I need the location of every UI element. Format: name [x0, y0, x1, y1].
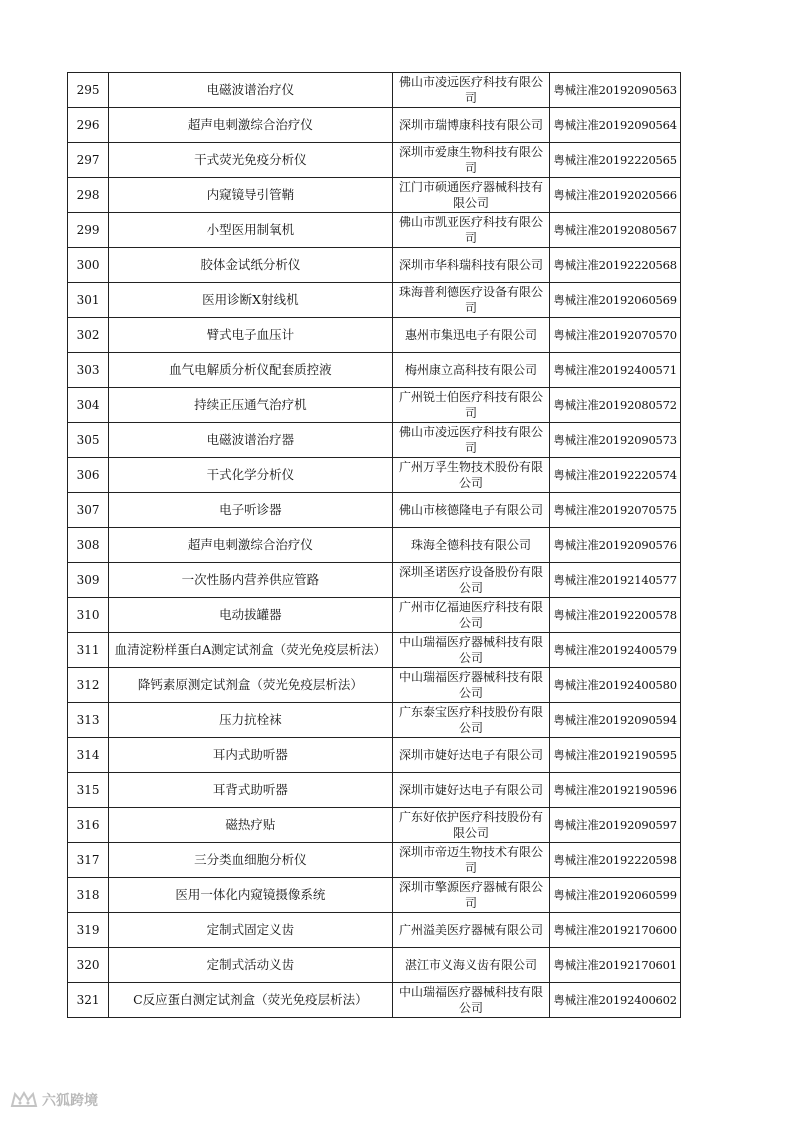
- row-number-cell: 312: [68, 668, 109, 703]
- company-name-cell: 广州万孚生物技术股份有限公司: [392, 458, 550, 493]
- product-name-cell: 胶体金试纸分析仪: [109, 248, 392, 283]
- table-row: [68, 283, 681, 318]
- company-name-cell: 广州溢美医疗器械有限公司: [392, 913, 550, 948]
- company-name-cell: 深圳市瑞博康科技有限公司: [392, 108, 550, 143]
- row-number-cell: 300: [68, 248, 109, 283]
- product-name-cell: 定制式固定义齿: [109, 913, 392, 948]
- product-name-cell: 一次性肠内营养供应管路: [109, 563, 392, 598]
- product-name-cell: 臂式电子血压计: [109, 318, 392, 353]
- row-number-cell: 320: [68, 948, 109, 983]
- company-name-cell: 深圳圣诺医疗设备股份有限公司: [392, 563, 550, 598]
- company-name-cell: 中山瑞福医疗器械科技有限公司: [392, 983, 550, 1018]
- registration-number-cell: 粤械注准20192170600: [550, 913, 681, 948]
- company-name-cell: 梅州康立高科技有限公司: [392, 353, 550, 388]
- product-name-cell: 医用诊断X射线机: [109, 283, 392, 318]
- product-name-cell: 超声电刺激综合治疗仪: [109, 108, 392, 143]
- table-row: [68, 598, 681, 633]
- product-name-cell: 降钙素原测定试剂盒（荧光免疫层析法）: [109, 668, 392, 703]
- company-name-cell: 佛山市凌远医疗科技有限公司: [392, 73, 550, 108]
- registration-number-cell: 粤械注准20192220565: [550, 143, 681, 178]
- registration-number-cell: 粤械注准20192080572: [550, 388, 681, 423]
- company-name-cell: 深圳市擎源医疗器械有限公司: [392, 878, 550, 913]
- table-row: [68, 493, 681, 528]
- table-row: [68, 318, 681, 353]
- watermark-text: 六狐跨境: [42, 1093, 98, 1109]
- product-name-cell: 干式荧光免疫分析仪: [109, 143, 392, 178]
- company-name-cell: 广州市亿福迪医疗科技有限公司: [392, 598, 550, 633]
- company-name-cell: 广东泰宝医疗科技股份有限公司: [392, 703, 550, 738]
- registration-number-cell: 粤械注准20192400579: [550, 633, 681, 668]
- table-row: [68, 353, 681, 388]
- registration-number-cell: 粤械注准20192190595: [550, 738, 681, 773]
- product-name-cell: 医用一体化内窥镜摄像系统: [109, 878, 392, 913]
- company-name-cell: 深圳市帝迈生物技术有限公司: [392, 843, 550, 878]
- company-name-cell: 珠海全德科技有限公司: [392, 528, 550, 563]
- row-number-cell: 305: [68, 423, 109, 458]
- product-name-cell: 磁热疗贴: [109, 808, 392, 843]
- table-row: [68, 178, 681, 213]
- product-name-cell: 定制式活动义齿: [109, 948, 392, 983]
- table-row: [68, 773, 681, 808]
- registration-number-cell: 粤械注准20192400602: [550, 983, 681, 1018]
- table-row: [68, 703, 681, 738]
- table-row: [68, 388, 681, 423]
- company-name-cell: 中山瑞福医疗器械科技有限公司: [392, 668, 550, 703]
- table-row: [68, 458, 681, 493]
- row-number-cell: 301: [68, 283, 109, 318]
- row-number-cell: 299: [68, 213, 109, 248]
- product-name-cell: C反应蛋白测定试剂盒（荧光免疫层析法）: [109, 983, 392, 1018]
- table-row: [68, 983, 681, 1018]
- row-number-cell: 306: [68, 458, 109, 493]
- table-row: [68, 633, 681, 668]
- registration-number-cell: 粤械注准20192190596: [550, 773, 681, 808]
- company-name-cell: 广州锐士伯医疗科技有限公司: [392, 388, 550, 423]
- registration-number-cell: 粤械注准20192090576: [550, 528, 681, 563]
- registration-number-cell: 粤械注准20192220568: [550, 248, 681, 283]
- registration-number-cell: 粤械注准20192090564: [550, 108, 681, 143]
- company-name-cell: 湛江市义海义齿有限公司: [392, 948, 550, 983]
- row-number-cell: 309: [68, 563, 109, 598]
- registration-number-cell: 粤械注准20192090573: [550, 423, 681, 458]
- table-row: [68, 913, 681, 948]
- fox-logo-icon: [10, 1091, 38, 1109]
- device-registration-table: [67, 72, 681, 1018]
- registration-number-cell: 粤械注准20192090563: [550, 73, 681, 108]
- company-name-cell: 深圳市华科瑞科技有限公司: [392, 248, 550, 283]
- table-row: [68, 948, 681, 983]
- product-name-cell: 电子听诊器: [109, 493, 392, 528]
- registration-number-cell: 粤械注准20192220598: [550, 843, 681, 878]
- row-number-cell: 319: [68, 913, 109, 948]
- company-name-cell: 深圳市爱康生物科技有限公司: [392, 143, 550, 178]
- row-number-cell: 307: [68, 493, 109, 528]
- product-name-cell: 内窥镜导引管鞘: [109, 178, 392, 213]
- registration-number-cell: 粤械注准20192170601: [550, 948, 681, 983]
- table-row: [68, 563, 681, 598]
- table-row: [68, 808, 681, 843]
- product-name-cell: 血气电解质分析仪配套质控液: [109, 353, 392, 388]
- row-number-cell: 303: [68, 353, 109, 388]
- row-number-cell: 317: [68, 843, 109, 878]
- registration-number-cell: 粤械注准20192200578: [550, 598, 681, 633]
- row-number-cell: 295: [68, 73, 109, 108]
- product-name-cell: 耳背式助听器: [109, 773, 392, 808]
- row-number-cell: 318: [68, 878, 109, 913]
- row-number-cell: 296: [68, 108, 109, 143]
- table-row: [68, 738, 681, 773]
- company-name-cell: 惠州市集迅电子有限公司: [392, 318, 550, 353]
- product-name-cell: 电磁波谱治疗仪: [109, 73, 392, 108]
- company-name-cell: 深圳市婕好达电子有限公司: [392, 773, 550, 808]
- row-number-cell: 302: [68, 318, 109, 353]
- registration-number-cell: 粤械注准20192080567: [550, 213, 681, 248]
- watermark: [10, 1090, 98, 1110]
- registration-number-cell: 粤械注准20192060599: [550, 878, 681, 913]
- registration-number-cell: 粤械注准20192020566: [550, 178, 681, 213]
- product-name-cell: 电磁波谱治疗器: [109, 423, 392, 458]
- row-number-cell: 297: [68, 143, 109, 178]
- row-number-cell: 314: [68, 738, 109, 773]
- registration-number-cell: 粤械注准20192140577: [550, 563, 681, 598]
- table-body: [68, 73, 681, 1018]
- registration-number-cell: 粤械注准20192400580: [550, 668, 681, 703]
- product-name-cell: 小型医用制氧机: [109, 213, 392, 248]
- company-name-cell: 江门市硕通医疗器械科技有限公司: [392, 178, 550, 213]
- product-name-cell: 耳内式助听器: [109, 738, 392, 773]
- registration-number-cell: 粤械注准20192090594: [550, 703, 681, 738]
- registration-number-cell: 粤械注准20192090597: [550, 808, 681, 843]
- row-number-cell: 298: [68, 178, 109, 213]
- table-row: [68, 143, 681, 178]
- table-row: [68, 213, 681, 248]
- company-name-cell: 珠海普利德医疗设备有限公司: [392, 283, 550, 318]
- row-number-cell: 304: [68, 388, 109, 423]
- registration-number-cell: 粤械注准20192070575: [550, 493, 681, 528]
- company-name-cell: 佛山市凯亚医疗科技有限公司: [392, 213, 550, 248]
- row-number-cell: 313: [68, 703, 109, 738]
- table-row: [68, 843, 681, 878]
- table-row: [68, 878, 681, 913]
- company-name-cell: 广东好依护医疗科技股份有限公司: [392, 808, 550, 843]
- row-number-cell: 308: [68, 528, 109, 563]
- product-name-cell: 三分类血细胞分析仪: [109, 843, 392, 878]
- company-name-cell: 深圳市婕好达电子有限公司: [392, 738, 550, 773]
- company-name-cell: 中山瑞福医疗器械科技有限公司: [392, 633, 550, 668]
- table-row: [68, 528, 681, 563]
- company-name-cell: 佛山市凌远医疗科技有限公司: [392, 423, 550, 458]
- registration-table-container: [67, 72, 681, 1018]
- registration-number-cell: 粤械注准20192400571: [550, 353, 681, 388]
- row-number-cell: 310: [68, 598, 109, 633]
- row-number-cell: 311: [68, 633, 109, 668]
- row-number-cell: 321: [68, 983, 109, 1018]
- product-name-cell: 持续正压通气治疗机: [109, 388, 392, 423]
- registration-number-cell: 粤械注准20192060569: [550, 283, 681, 318]
- table-row: [68, 423, 681, 458]
- product-name-cell: 血清淀粉样蛋白A测定试剂盒（荧光免疫层析法）: [109, 633, 392, 668]
- product-name-cell: 干式化学分析仪: [109, 458, 392, 493]
- product-name-cell: 压力抗栓袜: [109, 703, 392, 738]
- registration-number-cell: 粤械注准20192070570: [550, 318, 681, 353]
- row-number-cell: 315: [68, 773, 109, 808]
- table-row: [68, 248, 681, 283]
- product-name-cell: 超声电刺激综合治疗仪: [109, 528, 392, 563]
- row-number-cell: 316: [68, 808, 109, 843]
- company-name-cell: 佛山市核德隆电子有限公司: [392, 493, 550, 528]
- table-row: [68, 668, 681, 703]
- table-row: [68, 108, 681, 143]
- registration-number-cell: 粤械注准20192220574: [550, 458, 681, 493]
- product-name-cell: 电动拔罐器: [109, 598, 392, 633]
- table-row: [68, 73, 681, 108]
